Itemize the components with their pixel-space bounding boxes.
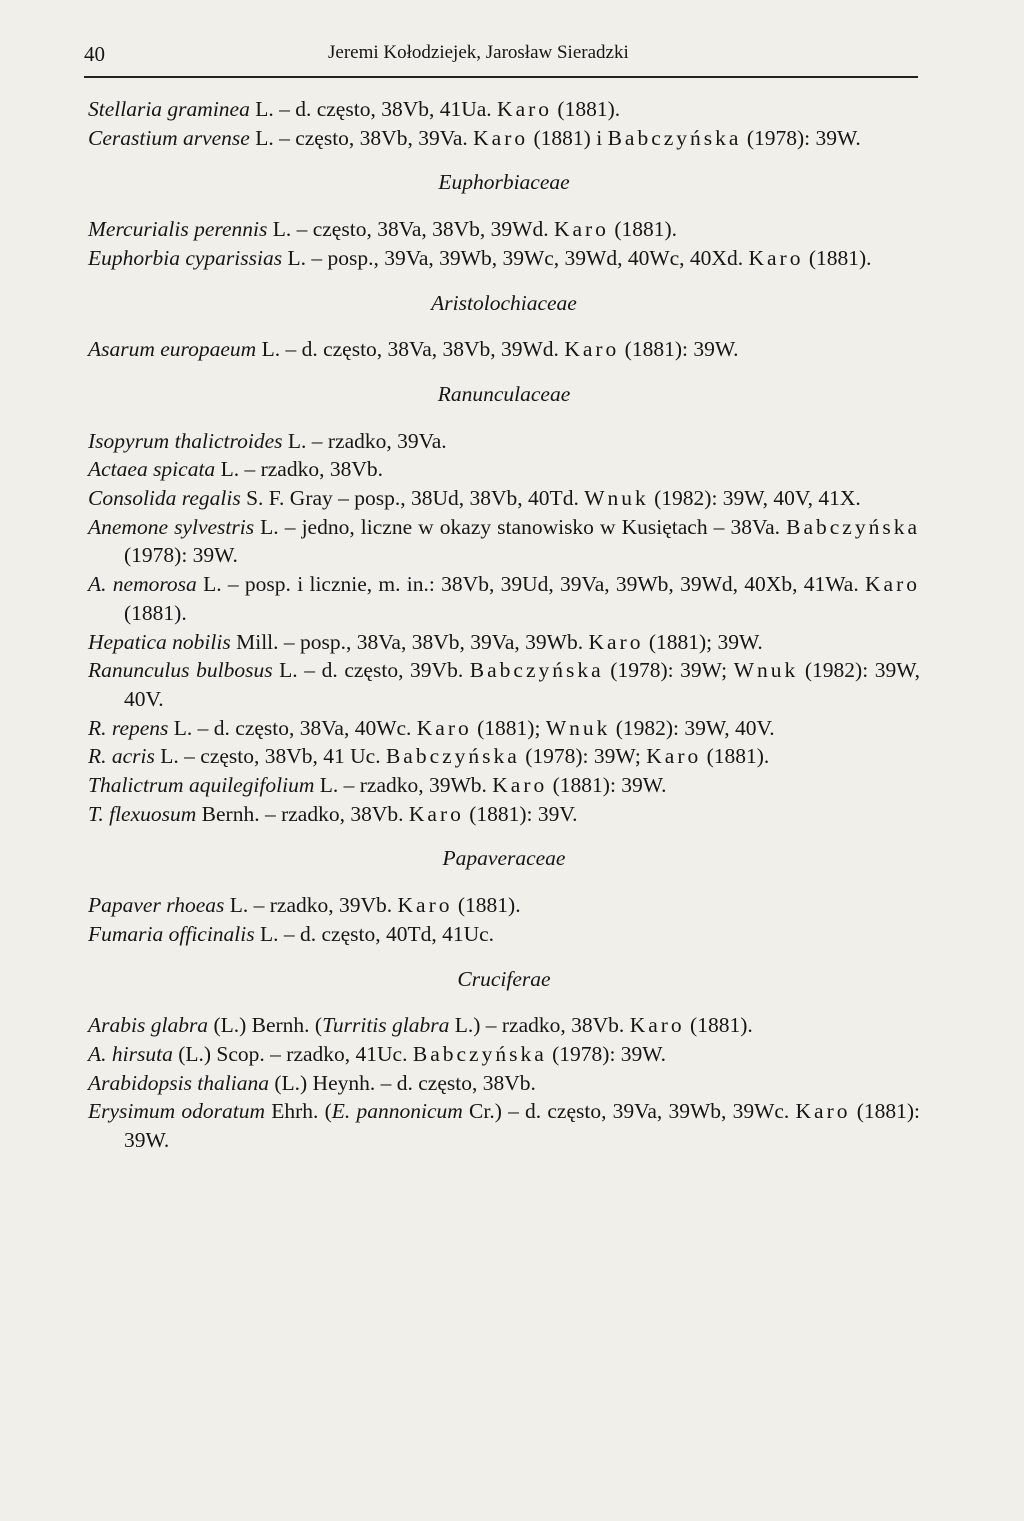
entry-text: L. – rzadko, 39Wb. <box>314 773 493 798</box>
author-citation: Wnuk <box>584 486 649 511</box>
entry-text: (1881); 39W. <box>643 629 763 654</box>
species-entry <box>88 124 920 153</box>
entry-text: (1982): 39W, 40V. <box>124 658 920 711</box>
species-entry <box>88 628 920 657</box>
author-citation: Karo <box>646 744 702 769</box>
taxon-name: Mercurialis perennis <box>88 217 268 242</box>
entry-text: L. – jedno, liczne w okazy stanowisko w Kusiętach – 38Va. <box>254 514 787 539</box>
taxon-name: Ranunculus bulbosus <box>88 658 273 683</box>
author-citation: Babczyńska <box>786 514 920 539</box>
author-citation: Karo <box>408 801 464 826</box>
taxon-name: E. pannonicum <box>331 1099 463 1124</box>
species-entry <box>88 920 920 949</box>
author-citation: Karo <box>497 97 553 121</box>
entry-text: (1881): 39W. <box>124 1099 920 1153</box>
author-citation: Wnuk <box>545 715 611 740</box>
author-citation: Karo <box>865 572 920 597</box>
author-citation: Babczyńska <box>412 1041 547 1066</box>
author-citation: Karo <box>397 893 453 918</box>
author-citation: Karo <box>416 715 472 740</box>
species-entry <box>88 455 920 484</box>
taxon-name: Actaea spicata <box>88 457 216 482</box>
entry-text: L.) – rzadko, 38Vb. <box>449 1013 630 1038</box>
entry-text: Bernh. – rzadko, 38Vb. <box>196 801 409 826</box>
taxon-name: R. acris <box>88 744 155 769</box>
author-citation: Karo <box>492 773 548 798</box>
species-entry <box>88 95 920 124</box>
taxon-name: Asarum europaeum <box>88 337 257 362</box>
entry-text: (1881). <box>452 893 521 918</box>
taxon-name: Fumaria officinalis <box>88 921 255 946</box>
author-citation: Karo <box>564 337 620 362</box>
entry-text: L. – rzadko, 39Vb. <box>224 893 398 918</box>
entry-text: (1881). <box>803 245 872 270</box>
species-entry <box>88 570 920 627</box>
entry-text: L. – rzadko, 38Vb. <box>215 457 383 482</box>
entry-text: (L.) Bernh. ( <box>208 1013 323 1038</box>
species-entry <box>88 771 920 800</box>
author-citation: Karo <box>629 1013 685 1038</box>
entry-text: (1982): 39W, 40V. <box>610 715 775 740</box>
species-entry <box>88 335 920 364</box>
author-citation: Babczyńska <box>607 125 742 150</box>
species-entry <box>88 244 920 273</box>
entry-text: L. – d. często, 40Td, 41Uc. <box>254 921 495 946</box>
taxon-name: Erysimum odoratum <box>88 1099 266 1124</box>
entry-text: (1881); <box>471 715 546 740</box>
page-number: 40 <box>84 42 105 66</box>
author-citation: Karo <box>553 217 609 242</box>
entry-text: L. – posp. i licznie, m. in.: 38Vb, 39Ud, 39Va, 39Wb, 39Wd, 40Xb, 41Wa. <box>196 572 866 597</box>
species-entry <box>88 513 920 570</box>
entry-text: L. – d. często, 38Va, 40Wc. <box>168 715 417 740</box>
entry-text: L. – często, 38Vb, 39Va. <box>249 125 474 150</box>
entry-text: L. – d. często, 39Vb. <box>272 658 470 683</box>
family-heading: Euphorbiaceae <box>438 170 570 195</box>
entry-text: (1881). <box>684 1013 753 1038</box>
species-entry <box>88 656 920 713</box>
species-entry <box>88 427 920 456</box>
entry-text: L. – często, 38Vb, 41 Uc. <box>154 744 386 769</box>
author-citation: Babczyńska <box>469 658 604 683</box>
author-citation: Karo <box>588 629 644 654</box>
author-citation: Karo <box>795 1099 851 1124</box>
entry-text: (1881). <box>552 97 621 121</box>
entry-text: L. – d. często, 38Vb, 41Ua. <box>249 97 498 121</box>
species-entry <box>88 891 920 920</box>
entry-text: (1978): 39W; <box>519 744 647 769</box>
family-heading: Papaveraceae <box>442 846 566 871</box>
running-header <box>84 36 918 78</box>
species-entry <box>88 714 920 743</box>
species-entry <box>88 1011 920 1040</box>
entry-text: L. – d. często, 38Va, 38Vb, 39Wd. <box>256 337 565 362</box>
author-citation: Karo <box>748 245 804 270</box>
entry-text: L. – rzadko, 39Va. <box>282 428 447 453</box>
entry-text: L. – posp., 39Va, 39Wb, 39Wc, 39Wd, 40Wc, 40Xd. <box>282 245 749 270</box>
taxon-name: Isopyrum thalictroides <box>88 428 283 453</box>
family-heading: Cruciferae <box>457 966 551 991</box>
entry-text: Cr.) – d. często, 39Va, 39Wb, 39Wc. <box>462 1099 796 1124</box>
entry-text: (1881): 39W. <box>547 773 667 798</box>
taxon-name: Stellaria graminea <box>88 97 250 121</box>
taxon-name: Consolida regalis <box>88 486 241 511</box>
species-list <box>88 95 920 1155</box>
taxon-name: A. hirsuta <box>88 1041 173 1066</box>
header-authors: Jeremi Kołodziejek, Jarosław Sieradzki <box>328 42 629 63</box>
taxon-name: Cerastium arvense <box>88 125 250 150</box>
family-heading: Ranunculaceae <box>437 381 571 406</box>
entry-text: (1978): 39W. <box>741 125 861 150</box>
entry-text: (1978): 39W; <box>603 658 734 683</box>
taxon-name: Arabis glabra <box>88 1013 209 1038</box>
taxon-name: Turritis glabra <box>322 1013 450 1038</box>
entry-text: (1978): 39W. <box>124 543 238 568</box>
author-citation: Karo <box>473 125 529 150</box>
species-entry <box>88 484 920 513</box>
species-entry <box>88 1069 920 1098</box>
taxon-name: Hepatica nobilis <box>88 629 231 654</box>
entry-text: (1881). <box>701 744 770 769</box>
taxon-name: Thalictrum aquilegifolium <box>88 773 315 798</box>
entry-text: (L.) Scop. – rzadko, 41Uc. <box>172 1041 413 1066</box>
taxon-name: Papaver rhoeas <box>88 893 225 918</box>
species-entry <box>88 1097 920 1154</box>
taxon-name: Anemone sylvestris <box>88 514 255 539</box>
entry-text: Ehrh. ( <box>265 1099 332 1124</box>
author-citation: Babczyńska <box>385 744 520 769</box>
entry-text: S. F. Gray – posp., 38Ud, 38Vb, 40Td. <box>240 486 585 511</box>
family-heading: Aristolochiaceae <box>431 290 577 315</box>
entry-text: (1881): 39V. <box>463 801 578 826</box>
taxon-name: Euphorbia cyparissias <box>88 245 283 270</box>
taxon-name: Arabidopsis thaliana <box>88 1070 269 1095</box>
species-entry <box>88 215 920 244</box>
entry-text: (L.) Heynh. – d. często, 38Vb. <box>268 1070 536 1095</box>
taxon-name: T. flexuosum <box>88 801 197 826</box>
entry-text: (1982): 39W, 40V, 41X. <box>648 486 861 511</box>
taxon-name: R. repens <box>88 715 169 740</box>
entry-text: (1978): 39W. <box>546 1041 666 1066</box>
species-entry <box>88 742 920 771</box>
species-entry <box>88 1040 920 1069</box>
taxon-name: A. nemorosa <box>88 572 197 597</box>
entry-text: (1881). <box>608 217 678 242</box>
species-entry <box>88 800 920 829</box>
author-citation: Wnuk <box>733 658 799 683</box>
entry-text: (1881): 39W. <box>619 337 739 362</box>
entry-text: Mill. – posp., 38Va, 38Vb, 39Va, 39Wb. <box>230 629 589 654</box>
entry-text: (1881). <box>124 600 187 625</box>
entry-text: L. – często, 38Va, 38Vb, 39Wd. <box>267 217 554 242</box>
entry-text: (1881) i <box>528 125 608 150</box>
